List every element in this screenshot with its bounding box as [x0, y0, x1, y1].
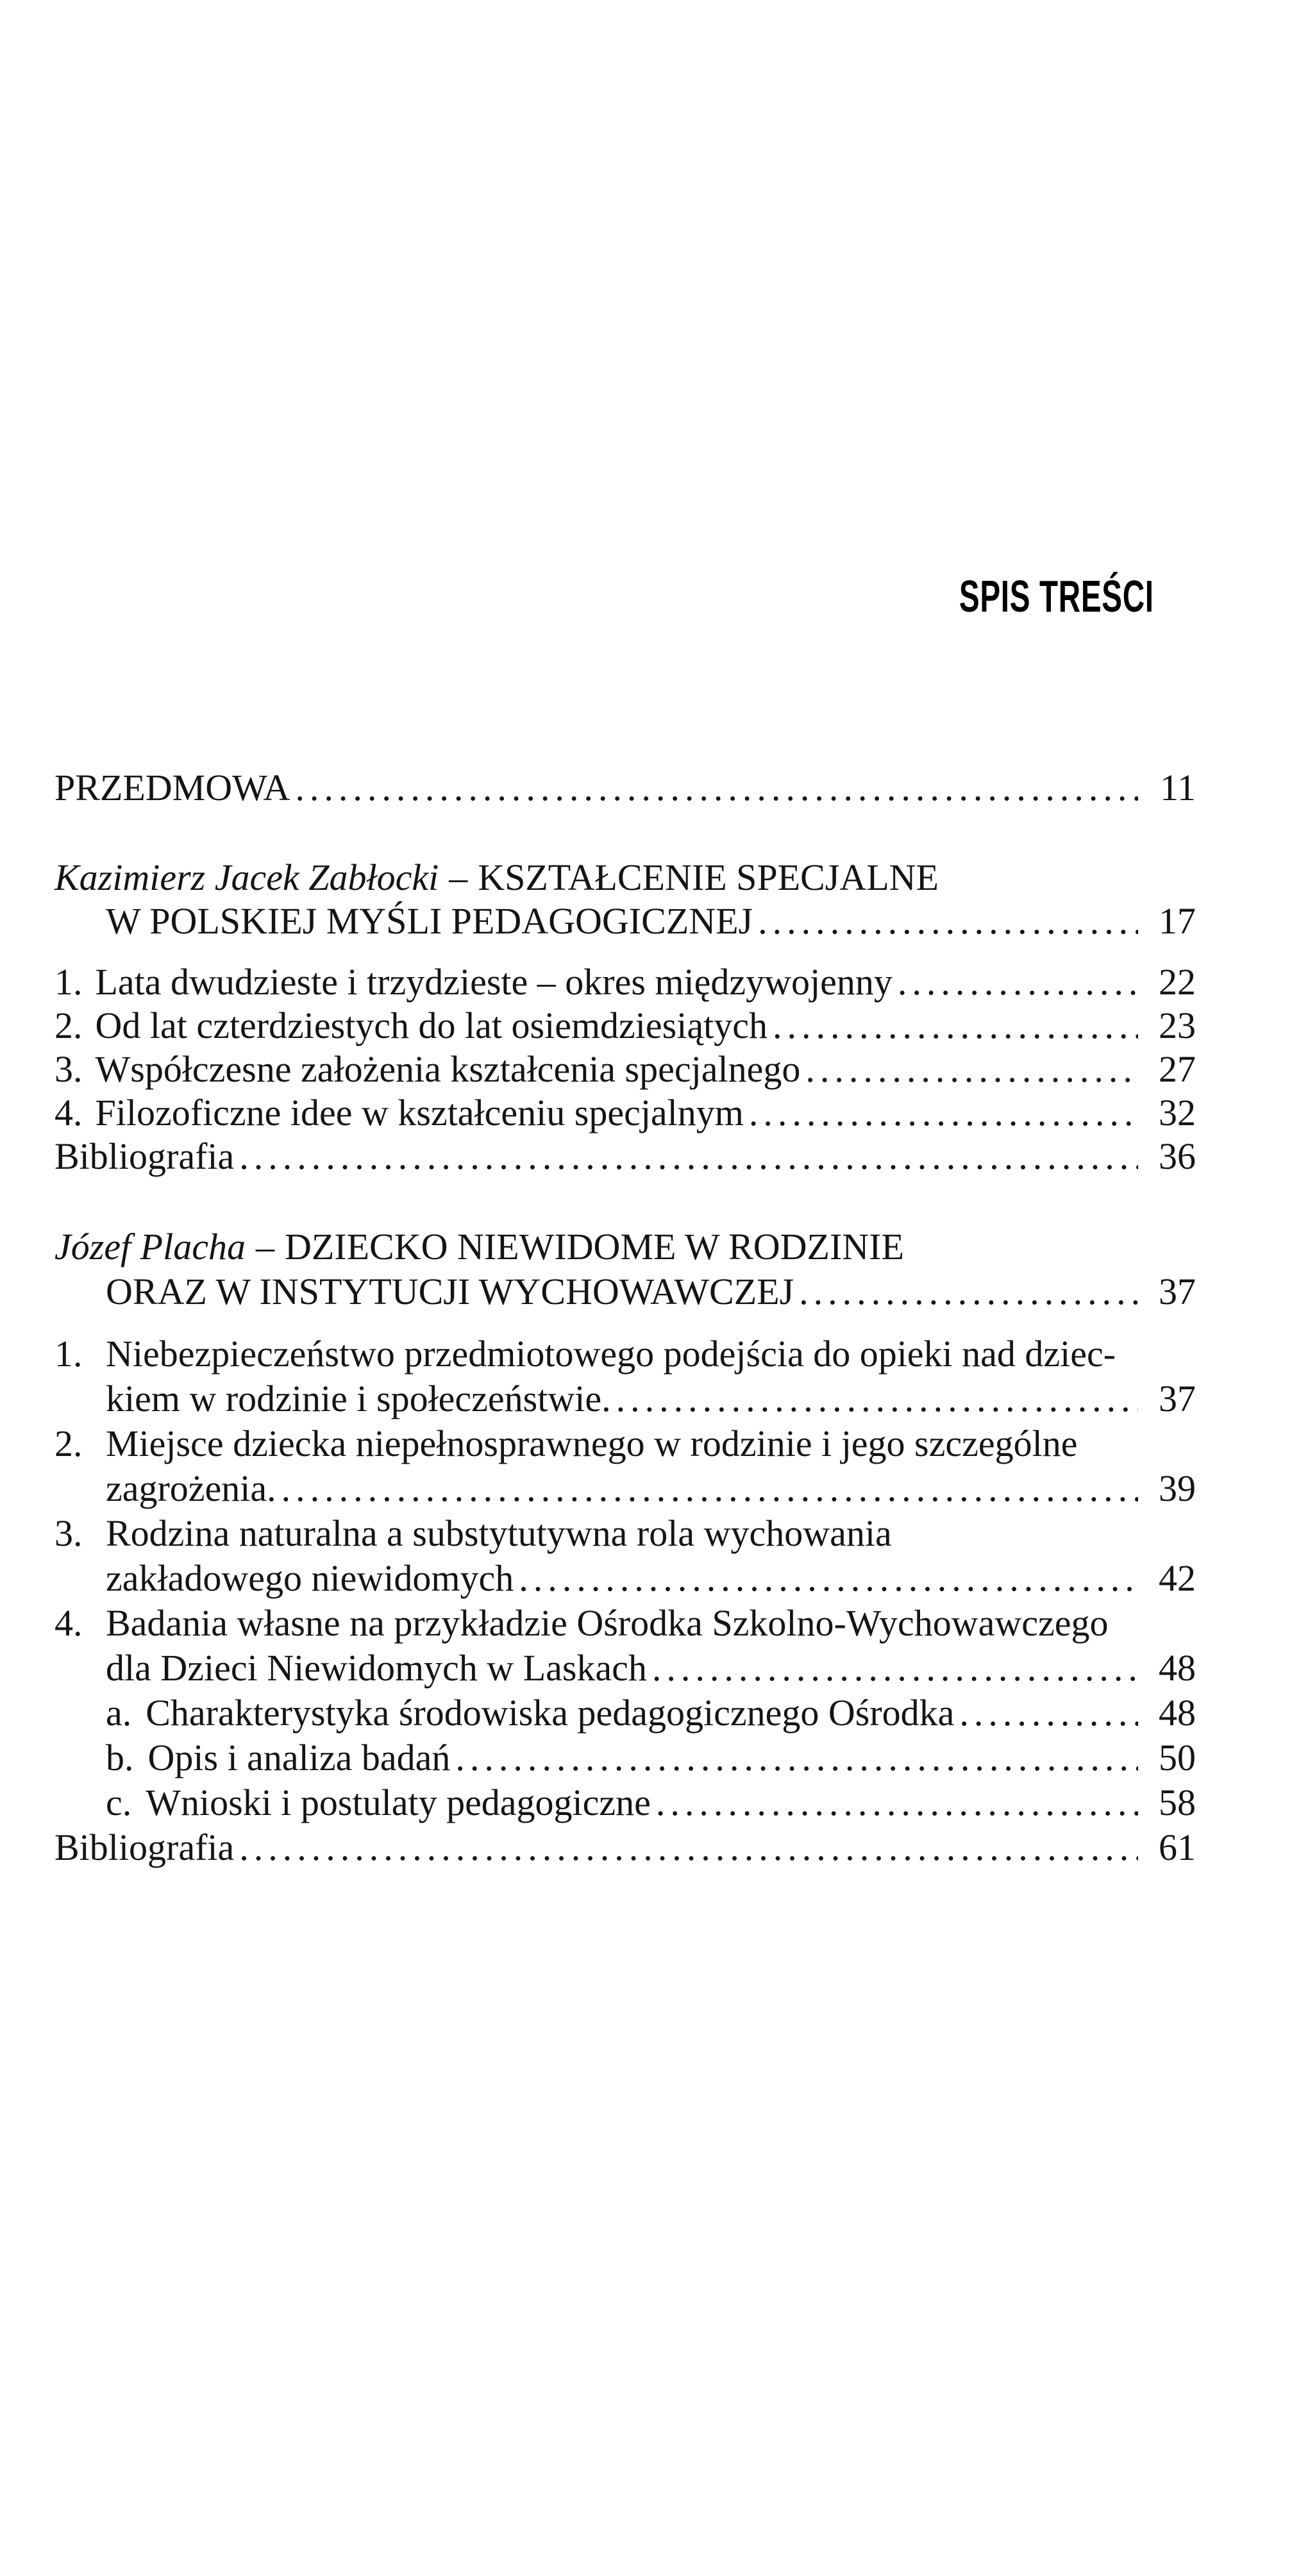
item-marker: 4. [55, 1602, 83, 1644]
dot-leader [656, 1780, 1138, 1825]
page-number: 48 [1159, 1647, 1196, 1689]
entry-label: PRZEDMOWA [55, 767, 290, 808]
article-2 [55, 1225, 1196, 1870]
dot-leader [239, 1825, 1138, 1870]
page-title [0, 571, 1154, 621]
article-title-text: DZIECKO NIEWIDOME W RODZINIE [284, 1226, 904, 1267]
toc-entry-bibliography [55, 1135, 1196, 1178]
toc-entry-preface [55, 766, 1196, 810]
page-number: 17 [1159, 900, 1196, 942]
item-text: zagrożenia. [106, 1468, 276, 1509]
article-title-text: KSZTAŁCENIE SPECJALNE [478, 857, 939, 898]
article-2-items [55, 1332, 1196, 1870]
page-number: 36 [1159, 1135, 1196, 1177]
article-1-title-line-1 [55, 856, 1196, 899]
dot-leader [455, 1735, 1138, 1780]
item-marker: 2. [55, 1423, 83, 1464]
dot-leader [805, 1048, 1138, 1091]
dash-separator: – [449, 857, 468, 898]
article-author: Józef Placha [55, 1226, 246, 1267]
article-1 [55, 856, 1196, 1178]
dot-leader [758, 899, 1138, 943]
item-text: Charakterystyka środowiska pedagogicznego Ośrodka [146, 1692, 955, 1734]
page-number: 42 [1159, 1557, 1196, 1599]
page-number: 37 [1159, 1271, 1196, 1312]
page-number: 50 [1159, 1737, 1196, 1778]
article-title-text: W POLSKIEJ MYŚLI PEDAGOGICZNEJ [106, 900, 753, 942]
toc-entry-line-2 [55, 1376, 1196, 1421]
toc-entry-line-2 [55, 1556, 1196, 1601]
dot-leader [652, 1646, 1138, 1691]
item-marker: 1. [55, 961, 83, 1003]
item-marker: 3. [55, 1048, 83, 1090]
dot-leader [239, 1135, 1138, 1178]
toc-entry [55, 1048, 1196, 1091]
item-marker: 2. [55, 1005, 83, 1046]
toc-entry-line-1 [55, 1332, 1196, 1376]
item-text: Niebezpieczeństwo przedmiotowego podejścia do opieki nad dziec- [106, 1333, 1116, 1375]
item-text: Filozoficzne idee w kształceniu specjalnym [95, 1092, 744, 1133]
item-text: zakładowego niewidomych [106, 1557, 514, 1599]
toc-subentry [55, 1735, 1196, 1780]
dot-leader [773, 1004, 1138, 1048]
dot-leader [281, 1466, 1138, 1511]
item-text: Badania własne na przykładzie Ośrodka Szkolno-Wychowawczego [106, 1602, 1109, 1644]
entry-label: Bibliografia [55, 1827, 235, 1868]
page-title-text: SPIS TREŚCI [959, 571, 1154, 621]
dot-leader [519, 1556, 1138, 1601]
article-author: Kazimierz Jacek Zabłocki [55, 857, 439, 898]
item-text: Od lat czterdziestych do lat osiemdziesiątych [95, 1005, 768, 1046]
article-1-title-line-2 [55, 899, 1196, 943]
dot-leader [959, 1691, 1138, 1735]
item-text: Wnioski i postulaty pedagogiczne [146, 1782, 651, 1823]
item-marker: c. [106, 1782, 132, 1823]
dot-leader [295, 766, 1138, 810]
page-number: 37 [1159, 1378, 1196, 1419]
toc-entry [55, 1004, 1196, 1048]
item-marker: 3. [55, 1512, 83, 1554]
item-text: Miejsce dziecka niepełnosprawnego w rodzinie i jego szczególne [106, 1423, 1078, 1464]
toc-entry-bibliography [55, 1825, 1196, 1870]
item-text: kiem w rodzinie i społeczeństwie. [106, 1378, 611, 1419]
item-text: Współczesne założenia kształcenia specjalnego [95, 1048, 801, 1090]
article-2-title-line-2 [55, 1269, 1196, 1314]
toc-entry-line-2 [55, 1646, 1196, 1691]
dot-leader [799, 1269, 1138, 1314]
dash-separator: – [255, 1226, 274, 1267]
toc-subentry [55, 1691, 1196, 1735]
toc-page [0, 571, 1292, 2576]
page-number: 39 [1159, 1468, 1196, 1509]
toc-entry [55, 1091, 1196, 1135]
dot-leader [749, 1091, 1138, 1135]
dot-leader [616, 1376, 1138, 1421]
item-text: dla Dzieci Niewidomych w Laskach [106, 1647, 647, 1689]
item-text: Opis i analiza badań [147, 1737, 451, 1778]
article-2-title-line-1 [55, 1225, 1196, 1269]
dot-leader [898, 960, 1138, 1004]
item-marker: b. [106, 1737, 134, 1778]
page-number: 23 [1159, 1005, 1196, 1046]
page-number: 61 [1159, 1827, 1196, 1868]
toc-subentry [55, 1780, 1196, 1825]
toc-entry-line-1 [55, 1601, 1196, 1646]
toc-entry [55, 960, 1196, 1004]
page-number: 22 [1159, 961, 1196, 1003]
table-of-contents [55, 766, 1196, 1870]
article-1-items [55, 960, 1196, 1178]
page-number: 58 [1159, 1782, 1196, 1823]
toc-entry-line-1 [55, 1511, 1196, 1556]
toc-entry-line-2 [55, 1466, 1196, 1511]
item-marker: a. [106, 1692, 132, 1734]
item-text: Lata dwudzieste i trzydzieste – okres międzywojenny [95, 961, 893, 1003]
page-number: 32 [1159, 1092, 1196, 1133]
page-number: 27 [1159, 1048, 1196, 1090]
page-number: 48 [1159, 1692, 1196, 1734]
item-text: Rodzina naturalna a substytutywna rola wychowania [106, 1512, 892, 1554]
item-marker: 1. [55, 1333, 83, 1375]
article-title-text: ORAZ W INSTYTUCJI WYCHOWAWCZEJ [106, 1271, 794, 1312]
item-marker: 4. [55, 1092, 83, 1133]
entry-label: Bibliografia [55, 1135, 235, 1177]
toc-entry-line-1 [55, 1421, 1196, 1466]
page-number: 11 [1160, 767, 1196, 808]
